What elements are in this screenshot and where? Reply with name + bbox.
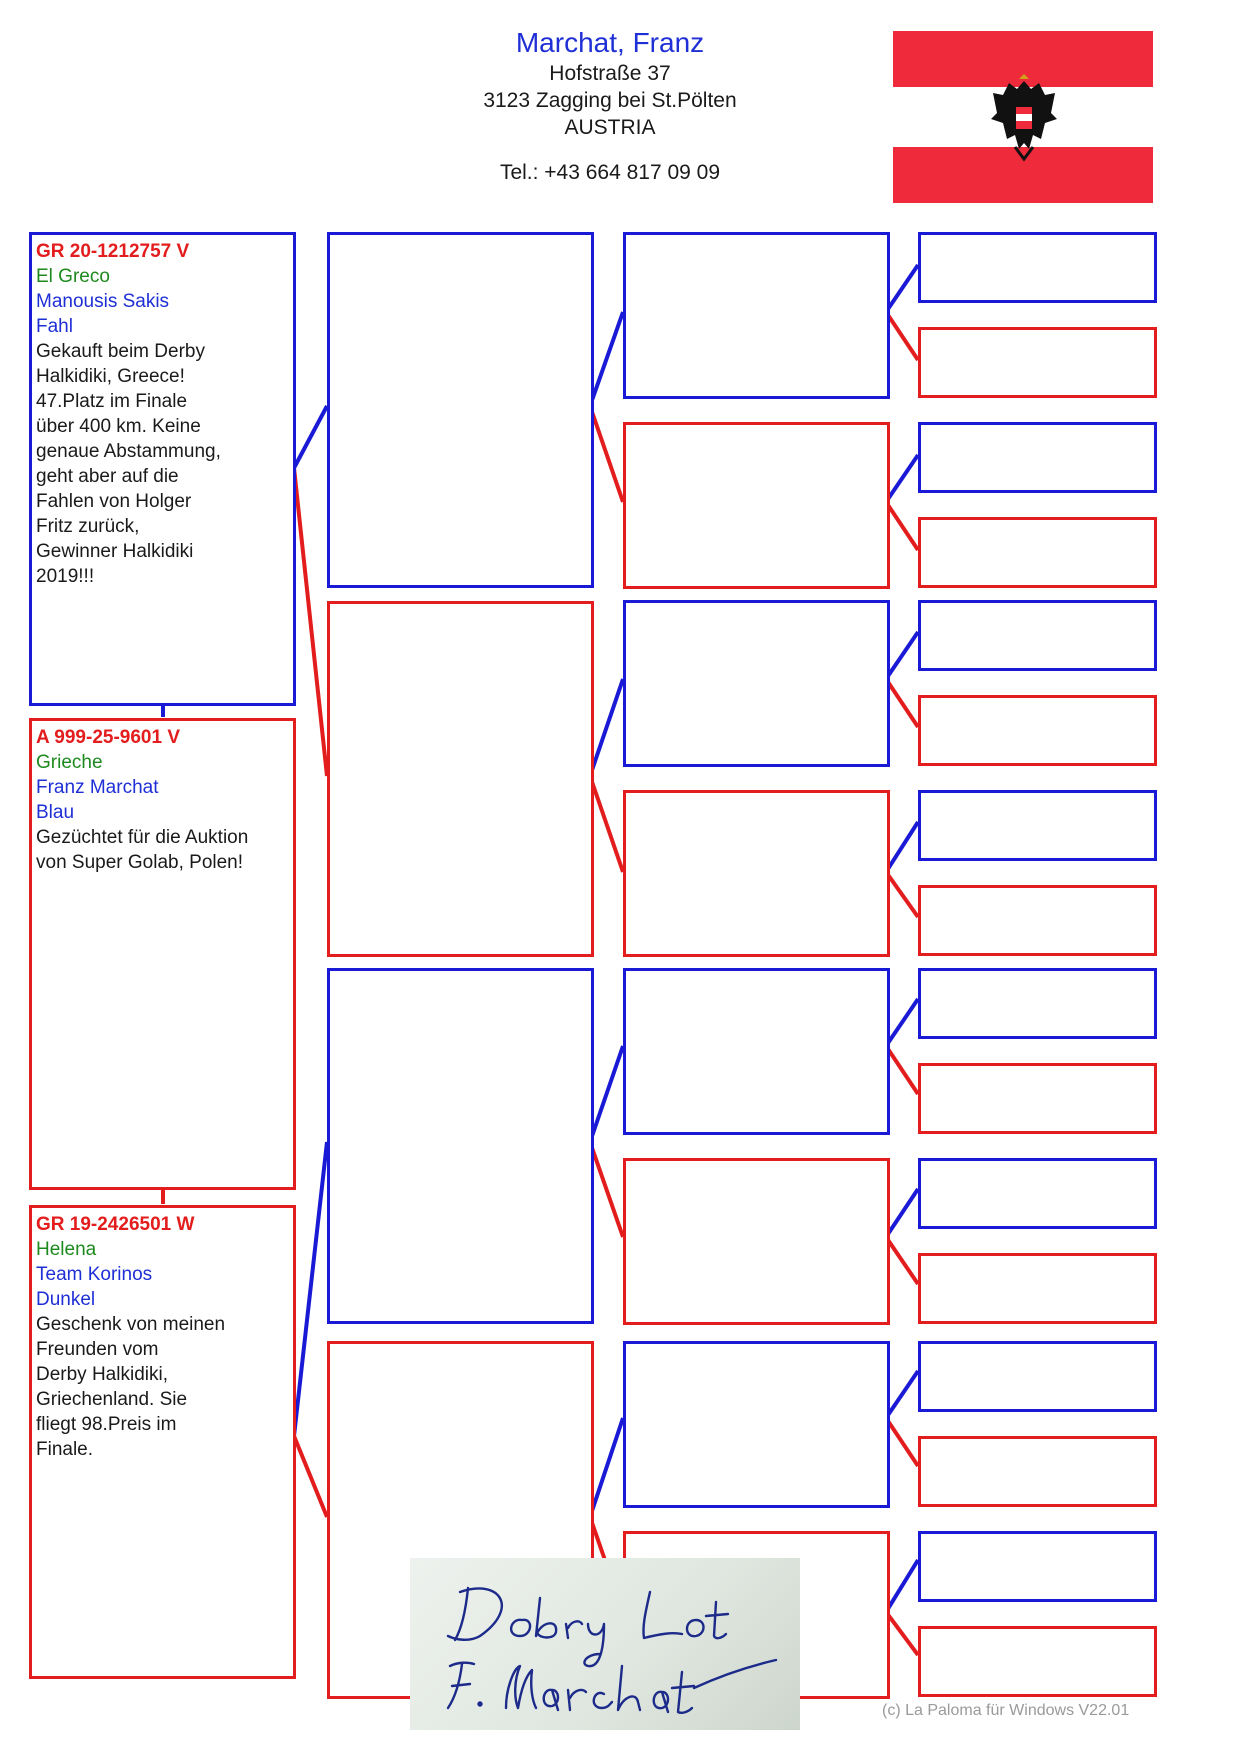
great-grandparent-box — [623, 1158, 890, 1325]
subject-note: Gezüchtet für die Auktion von Super Golab, Polen! — [36, 827, 249, 873]
grandparent-box — [327, 968, 594, 1324]
ancestor-box — [918, 517, 1157, 588]
sire-name: El Greco — [36, 266, 110, 287]
ancestor-box — [918, 695, 1157, 766]
great-grandparent-box — [623, 1341, 890, 1508]
great-grandparent-box — [623, 790, 890, 957]
signature-ink-icon — [410, 1558, 800, 1730]
sire-breeder: Manousis Sakis — [36, 291, 170, 312]
great-grandparent-box — [623, 422, 890, 589]
ancestor-box — [918, 1253, 1157, 1324]
dam-note: Geschenk von meinen Freunden vom Derby Halkidiki, Griechenland. Sie fliegt 98.Preis im Finale. — [36, 1314, 226, 1460]
ancestor-box — [918, 1341, 1157, 1412]
ancestor-box — [918, 885, 1157, 956]
owner-street: Hofstraße 37 — [549, 62, 671, 85]
sire-note: Gekauft beim Derby Halkidiki, Greece! 47.Platz im Finale über 400 km. Keine genaue Abstammung, geht aber auf die Fahlen von Holger Fritz zurück, Gewinner Halkidiki 2019!!! — [36, 341, 221, 587]
dam-breeder: Team Korinos — [36, 1264, 153, 1285]
owner-name: Marchat, Franz — [515, 27, 705, 58]
subject-card — [29, 718, 296, 1190]
owner-phone: Tel.: +43 664 817 09 09 — [499, 161, 721, 184]
ancestor-box — [918, 1531, 1157, 1602]
ancestor-box — [918, 968, 1157, 1039]
dam-card — [29, 1205, 296, 1679]
subject-breeder: Franz Marchat — [36, 777, 159, 798]
subject-color: Blau — [36, 802, 75, 823]
great-grandparent-box — [623, 232, 890, 399]
ancestor-box — [918, 327, 1157, 398]
ancestor-box — [918, 1436, 1157, 1507]
owner-country: AUSTRIA — [564, 116, 656, 139]
ancestor-box — [918, 600, 1157, 671]
subject-ring-number: A 999-25-9601 V — [36, 727, 181, 748]
grandparent-box — [327, 601, 594, 957]
ancestor-box — [918, 232, 1157, 303]
owner-city: 3123 Zagging bei St.Pölten — [483, 89, 737, 112]
dam-ring-number: GR 19-2426501 W — [36, 1214, 195, 1235]
sire-card — [29, 232, 296, 706]
ancestor-box — [918, 1158, 1157, 1229]
dam-name: Helena — [36, 1239, 97, 1260]
ancestor-box — [918, 1063, 1157, 1134]
handwritten-signature — [410, 1558, 800, 1730]
sire-color: Fahl — [36, 316, 73, 337]
ancestor-box — [918, 422, 1157, 493]
subject-name: Grieche — [36, 752, 103, 773]
great-grandparent-box — [623, 600, 890, 767]
copyright-footer: (c) La Paloma für Windows V22.01 — [882, 1702, 1130, 1719]
sire-ring-number: GR 20-1212757 V — [36, 241, 190, 262]
ancestor-box — [918, 1626, 1157, 1697]
dam-color: Dunkel — [36, 1289, 96, 1310]
great-grandparent-box — [623, 968, 890, 1135]
ancestor-box — [918, 790, 1157, 861]
grandparent-box — [327, 232, 594, 588]
